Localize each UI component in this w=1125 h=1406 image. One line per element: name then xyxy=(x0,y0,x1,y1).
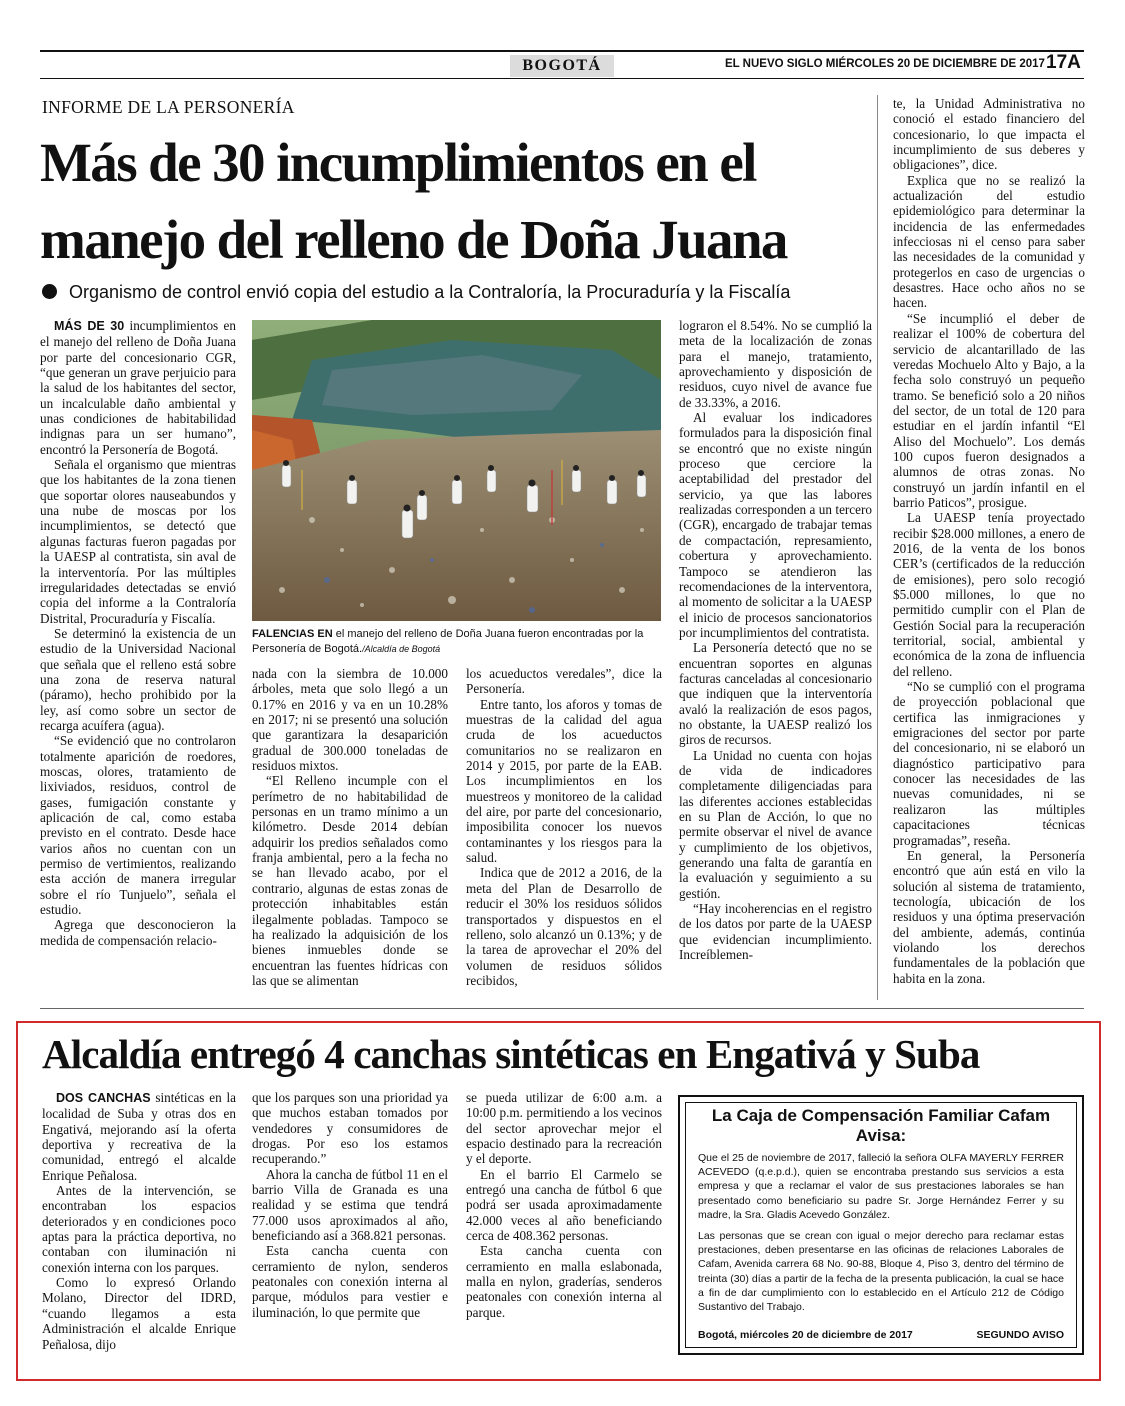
paragraph-text: sintéticas en la localidad de Suba y otras dos en Engativá, mejorando así la oferta deportiva y recreativa de la comunidad, entregó el alcalde Enrique Peñalosa. xyxy=(42,1090,236,1183)
caption-lead: FALENCIAS EN xyxy=(252,628,333,640)
notice-title xyxy=(686,1106,1076,1146)
notice-paragraph-2: Las personas que se crean con igual o mejor derecho para reclamar estas prestaciones, deben presentarse en las oficinas de relaciones Laborales de Cafam, Avenida carrera 68 No. 90-88, Bloque 4, Piso 3, dentro del término de treinta (30) días a partir de la fecha de la presenta publicación, la cual se hace a fin de dar cumplimiento con lo establecido en el Artículo 212 de Código Sustantivo del Trabajo. xyxy=(698,1230,1064,1314)
article2-column-3 xyxy=(466,1090,662,1320)
notice-title-line2: Avisa: xyxy=(855,1126,907,1145)
paragraph: Antes de la intervención, se encontraban los espacios deteriorados y en condiciones poco aptas para la práctica deportiva, no contaban con iluminación ni conexión interna con los parques. xyxy=(42,1183,236,1275)
paragraph xyxy=(40,318,236,457)
paragraph: Indica que de 2012 a 2016, de la meta del Plan de Desarrollo de reducir el 30% los residuos sólidos transportados y dispuestos en el relleno, solo alcanzó un 0.13%; y de la tarea de aprovechar el 20% del volumen de residuos sólidos recibidos, xyxy=(466,865,662,988)
paragraph: En el barrio El Carmelo se entregó una cancha de fútbol 6 que podrá ser usada aproximadamente 42.000 veces al año beneficiando cerca de 408.362 personas. xyxy=(466,1166,662,1244)
article-column-1 xyxy=(40,318,236,948)
section-name: BOGOTÁ xyxy=(510,55,614,77)
notice-date: Bogotá, miércoles 20 de diciembre de 2017 xyxy=(698,1329,913,1341)
paragraph: En general, la Personería encontró que aún está en vilo la solución al sistema de tratamiento, tecnología, ubicación de los residuos y una óptima preservación del ambiente, además, continúa violando los derechos fundamentales de la población que habita en la zona. xyxy=(893,847,1085,986)
notice-number: SEGUNDO AVISO xyxy=(976,1329,1064,1341)
landfill-photo xyxy=(252,320,661,621)
article-column-4 xyxy=(679,318,872,962)
article2-headline: Alcaldía entregó 4 canchas sintéticas en Engativá y Suba xyxy=(42,1031,980,1077)
article-column-3 xyxy=(466,666,662,988)
paragraph: los acueductos veredales”, dice la Personería. xyxy=(466,666,662,697)
cafam-notice xyxy=(678,1095,1084,1355)
masthead-top-rule xyxy=(40,50,1084,52)
paragraph: Explica que no se realizó la actualización del estudio epidemiológico para determinar la incidencia de las enfermedades infecciosas ni el censo para saber las necesidades de la comunidad y protegerlos en caso de urgencias o desastres. Hace ocho años no se hacen. xyxy=(893,172,1085,311)
paragraph: que los parques son una prioridad ya que muchos estaban tomados por vendedores y consumidores de drogas. Por eso los estamos recuperando.” xyxy=(252,1090,448,1167)
article-headline: Más de 30 incumplimientos en el manejo del relleno de Doña Juana xyxy=(40,132,787,270)
paragraph: Ahora la cancha de fútbol 11 en el barrio Villa de Granada es una realidad y se estima que tendrá 77.000 usos aproximados al año, beneficiando así a 368.821 personas. xyxy=(252,1166,448,1244)
paragraph: “Se evidenció que no controlaron totalmente aparición de roedores, moscas, olores, tratamiento de lixiviados, residuos, control de gases, fumigación constante y aplicación de cal, como estaba previsto en el contrato. Desde hace varios años no cuentan con un permiso de vertimientos, realizando esta acción de manera irregular sobre el río Tunjuelo”, señala el estudio. xyxy=(40,733,236,918)
article-column-5 xyxy=(893,96,1085,986)
paragraph: “No se cumplió con el programa de proyección poblacional que certifica las inmigraciones y emigraciones del sector por parte del concesionario, ni se elaboró un diagnóstico participativo para conocer las necesidades de las nuevas comunidades, ni se realizaron las múltiples capacitaciones técnicas programadas”, reseña. xyxy=(893,679,1085,848)
paragraph: nada con la siembra de 10.000 árboles, meta que solo llegó a un 0.17% en 2016 y va en un 10.28% en 2017; ni se presentó una solución que garantizara la desaparición gradual de 300.000 toneladas de residuos mixtos. xyxy=(252,666,448,774)
publication-line: EL NUEVO SIGLO MIÉRCOLES 20 DE DICIEMBRE DE 2017 xyxy=(725,58,1045,70)
paragraph: lograron el 8.54%. No se cumplió la meta de la localización de zonas para el manejo, tratamiento, aprovechamiento y disposición de residuos, cuyo nivel de avance fue de 33.33%, a 2016. xyxy=(679,318,872,410)
paragraph: Como lo expresó Orlando Molano, Director del IDRD, “cuando llegamos a esta Administración el alcalde Enrique Peñalosa, dijo xyxy=(42,1275,236,1352)
paragraph: Al evaluar los indicadores formulados para la disposición final se encontró que no existe ningún proceso que cerciore la aceptabilidad del prestador del servicio, ya que las labores realizadas corresponden a un tercero (CGR), encargado de trabajar temas de compactación, represamiento, cobertura y aprovechamiento. Tampoco se atendieron las recomendaciones de la interventora, al momento de solicitar a la UAESP el inicio de procesos sancionatorios por incumplimientos del contratista. xyxy=(679,410,872,640)
paragraph: La Unidad no cuenta con hojas de vida de indicadores completamente diligenciadas para las diferentes acciones establecidas en su Plan de Acción, lo que no permite observar el nivel de avance y cumplimiento de los objetivos, generando una falta de garantía en la evaluación y seguimiento a su gestión. xyxy=(679,747,872,901)
paragraph: “El Relleno incumple con el perímetro de no habitabilidad de personas en un tramo mínimo a un kilómetro. Desde 2014 debían adquirir los predios señalados como franja ambiental, pero a la fecha no se han llevado acabo, por el contrario, algunas de estas zonas de protección inhabitables están ilegalmente pobladas. Tampoco se ha realizado la adquisición de los bienes inmuebles donde se encuentran las fuentes hídricas con las que se alimentan xyxy=(252,773,448,988)
paragraph: “Se incumplió el deber de realizar el 100% de cobertura del servicio de alcantarillado de las veredas Mochuelo Alto y Bajo, a la fecha solo construyó un pequeño tramo. Se benefició solo a 20 niños del sector, de un total de 120 para estudiar en el jardín infantil “El Aliso del Mochuelo”. Los demás 100 cupos fueron designados a alumnos de otras zonas. No construyó un jardín infantil en el barrio Paticos”, prosigue. xyxy=(893,310,1085,510)
article2-column-2 xyxy=(252,1090,448,1320)
paragraph: Esta cancha cuenta con cerramiento de nylon, senderos peatonales con conexión interna al parque, módulos para vestier e iluminación, lo que permite que xyxy=(252,1243,448,1320)
paragraph: Agrega que desconocieron la medida de compensación relacio- xyxy=(40,917,236,948)
caption-text: el manejo del relleno de Doña Juana fueron encontradas por la Personería de Bogotá. xyxy=(252,628,644,655)
paragraph: Se determinó la existencia de un estudio de la Universidad Nacional que señala que el relleno está sobre una zona de reserva natural (páramo), hecho prohibido por la ley, así como sobre un sector de recarga acuífera (agua). xyxy=(40,625,236,733)
article-subhead xyxy=(42,282,790,303)
paragraph xyxy=(42,1090,236,1183)
subhead-text: Organismo de control envió copia del estudio a la Contraloría, la Procuraduría y la Fiscalía xyxy=(69,282,791,302)
paragraph: te, la Unidad Administrativa no conoció el estado financiero del concesionario, lo que impacta el incumplimiento de sus deberes y obligaciones”, dice. xyxy=(893,96,1085,173)
article-column-2 xyxy=(252,666,448,988)
article-bottom-rule xyxy=(40,1008,1084,1009)
paragraph: Entre tanto, los aforos y tomas de muestras de la calidad del agua cruda de los acueductos comunitarios no se realizaron en 2014 y 2015, por parte de la EAB. Los incumplimientos en los muestreos y monitoreo de la calidad del aire, por parte del concesionario, imposibilita conocer los nuevos contaminantes y los riesgos para la salud. xyxy=(466,696,662,866)
lead-in: MÁS DE 30 xyxy=(54,319,125,333)
bullet-icon xyxy=(42,284,57,299)
notice-footer xyxy=(698,1329,1064,1341)
paragraph: Señala el organismo que mientras que los habitantes de la zona tienen que soportar olores nauseabundos y una nube de moscas por los incumplimientos, se detectó que algunas facturas fueron pagadas por la UAESP al contratista, sin aval de la interventoría. Por las múltiples irregularidades detectadas se envió copia del informe a la Contraloría Distrital, Procuraduría y Fiscalía. xyxy=(40,457,236,626)
paragraph: La Personería detectó que no se encuentran soportes en algunas facturas canceladas al concesionario que indiquen que la interventoría avaló la realización de esos pagos, no obstante, la UAESP realizó los giros de recursos. xyxy=(679,640,872,748)
column-rule xyxy=(877,95,878,1000)
page-number: 17A xyxy=(1046,52,1081,73)
paragraph: se pueda utilizar de 6:00 a.m. a 10:00 p.m. permitiendo a los vecinos del sector aprovechar mejor el espacio destinado para la recreación y el deporte. xyxy=(466,1090,662,1167)
notice-title-line1: La Caja de Compensación Familiar Cafam xyxy=(711,1106,1051,1125)
paragraph: Esta cancha cuenta con cerramiento en malla eslabonada, malla en nylon, graderías, senderos peatonales con conexión interna al parque. xyxy=(466,1243,662,1320)
paragraph: La UAESP tenía proyectado recibir $28.000 millones, a enero de 2016, de la venta de los bonos CER’s (certificados de la reducción de emisiones), pero solo recogió $5.000 millones, lo que no permitido cumplir con el Plan de Gestión Social para la recuperación territorial, social, ambiental y económica de la zona de influencia del relleno. xyxy=(893,510,1085,679)
photo-caption xyxy=(252,627,662,657)
article2-column-1 xyxy=(42,1090,236,1352)
paragraph: “Hay incoherencias en el registro de los datos por parte de la UAESP que evidencian incumplimiento. Increíblemen- xyxy=(679,901,872,963)
masthead-bottom-rule xyxy=(40,78,1084,79)
lead-in: DOS CANCHAS xyxy=(56,1091,151,1105)
notice-paragraph-1: Que el 25 de noviembre de 2017, falleció la señora OLFA MAYERLY FERRER ACEVEDO (q.e.p.d.), quien se encontraba prestando sus servicios a esta empresa y que a reclamar el valor de sus prestaciones laborales se han presentado como beneficiario su padre Sr. Jorge Hernández Ferrer y su madre, la Sra. Gladis Acevedo González. xyxy=(698,1152,1064,1221)
photo-credit: /Alcaldía de Bogotá xyxy=(362,644,441,654)
article-kicker: INFORME DE LA PERSONERÍA xyxy=(42,97,295,117)
landfill-image xyxy=(252,320,661,621)
notice-frame xyxy=(685,1102,1077,1348)
paragraph-text: incumplimientos en el manejo del relleno de Doña Juana por parte del concesionario CGR, “que generan un grave perjuicio para la salud de los habitantes del sector, un incalculable daño ambiental y unas condiciones de habitabilidad indignas para un ser humano”, encontró la Personería de Bogotá. xyxy=(40,318,236,457)
